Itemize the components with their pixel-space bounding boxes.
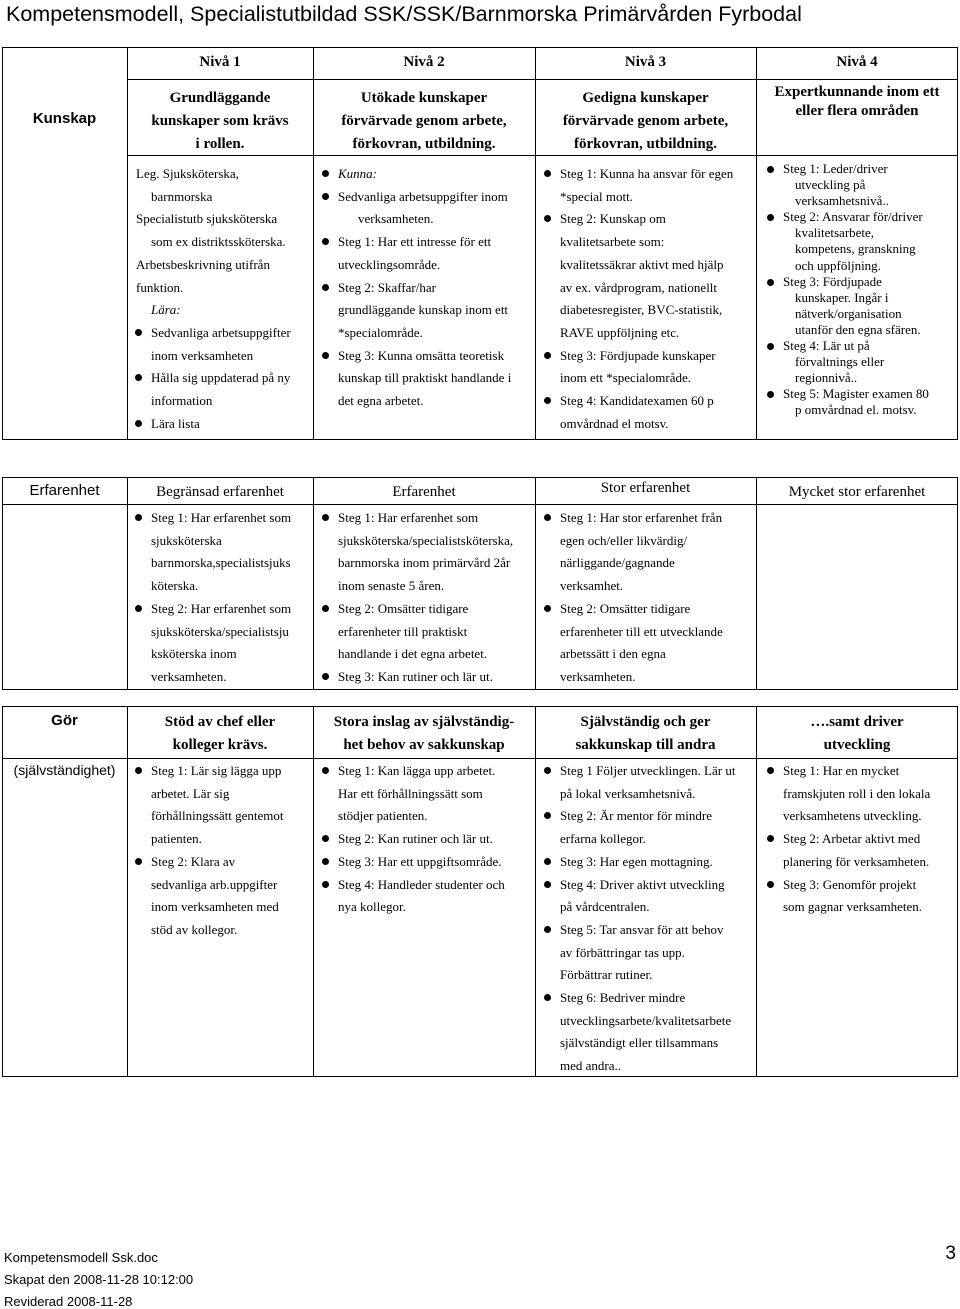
gor-header-1: Stöd av chef eller kolleger krävs.	[164, 714, 276, 753]
document-title: Kompetensmodell, Specialistutbildad SSK/SSK/Barnmorska Primärvården Fyrbodal	[6, 2, 802, 26]
erfarenhet-header-2: Erfarenhet	[392, 484, 456, 500]
erfarenhet-col-2	[338, 507, 533, 689]
list-item: Steg 2: Ansvarar för/driver kvalitetsarbete, kompetens, granskning och uppföljning.	[783, 209, 957, 273]
list-item: Steg 2: Skaffar/har grundläggande kunskap inom ett *specialområde.	[338, 277, 533, 345]
gor-header-3: Självständig och ger sakkunskap till andra	[575, 714, 716, 753]
list-item: Steg 3: Fördjupade kunskaper inom ett *specialområde.	[560, 345, 755, 390]
list-item: Steg 3: Har ett uppgiftsområde.	[338, 851, 533, 874]
list-item: Steg 2: Omsätter tidigare erfarenheter till praktiskt handlande i det egna arbetet.	[338, 598, 533, 666]
list-item: Sedvanliga arbetsuppgifter inom verksamheten	[151, 322, 311, 367]
list-item: Steg 3: Har egen mottagning.	[560, 851, 755, 874]
gor-col-2	[338, 760, 533, 919]
kunskap-header-3: Gedigna kunskaper förvärvade genom arbete, förkovran, utbildning.	[562, 90, 729, 152]
list-item: Kunna:	[338, 163, 533, 186]
kunskap-row-label: Kunskap	[32, 110, 97, 127]
gor-row-label: Gör	[51, 712, 78, 729]
erfarenhet-col-1	[151, 507, 311, 689]
list-item: Steg 2: Har erfarenhet som sjuksköterska/specialistsju ksköterska inom verksamheten.	[151, 598, 311, 689]
gor-col-4	[783, 760, 957, 919]
level-3-header: Nivå 3	[624, 54, 667, 70]
kunskap-col-2	[338, 163, 533, 413]
erfarenhet-col-3	[560, 507, 755, 689]
level-2-header: Nivå 2	[403, 54, 445, 70]
list-item: Sedvanliga arbetsuppgifter inom verksamheten.	[338, 186, 533, 231]
list-item: Steg 3: Fördjupade kunskaper. Ingår i nätverk/organisation utanför den egna sfären.	[783, 274, 957, 338]
list-item: Steg 4: Lär ut på förvaltnings eller regionnivå..	[783, 338, 957, 386]
list-item: Steg 2: Arbetar aktivt med planering för verksamheten.	[783, 828, 957, 873]
list-item: Steg 2: Kunskap om kvalitetsarbete som: kvalitetssäkrar aktivt med hjälp av ex. vårdprogram, nationellt diabetesregister, BVC-statistik, RAVE uppföljning etc.	[560, 208, 755, 344]
list-item: Steg 1: Kan lägga upp arbetet. Har ett förhållningssätt som stödjer patienten.	[338, 760, 533, 828]
erfarenhet-header-4: Mycket stor erfarenhet	[788, 484, 926, 500]
list-item: Steg 3: Genomför projekt som gagnar verksamheten.	[783, 874, 957, 919]
kunskap-header-2: Utökade kunskaper förvärvade genom arbete, förkovran, utbildning.	[341, 90, 507, 152]
list-item: Steg 4: Kandidatexamen 60 p omvårdnad el motsv.	[560, 390, 755, 435]
level-1-header: Nivå 1	[199, 54, 241, 70]
list-item: Steg 1: Har erfarenhet som sjuksköterska/specialistsköterska, barnmorska inom primärvård 2år inom senaste 5 åren.	[338, 507, 533, 598]
list-item: Steg 1: Kunna ha ansvar för egen *special mott.	[560, 163, 755, 208]
list-item: Steg 3: Kan rutiner och lär ut.	[338, 666, 533, 689]
erfarenhet-header-1: Begränsad erfarenhet	[156, 484, 284, 500]
kunskap-header-4: Expertkunnande inom ett eller flera områden	[774, 84, 940, 119]
list-item: Steg 1: Har erfarenhet som sjuksköterska barnmorska,specialistsjuks köterska.	[151, 507, 311, 598]
list-item: Steg 2: Kan rutiner och lär ut.	[338, 828, 533, 851]
gor-col-1	[151, 760, 311, 942]
list-item: Steg 2: Klara av sedvanliga arb.uppgifter inom verksamheten med stöd av kollegor.	[151, 851, 311, 942]
footer-doc-name: Kompetensmodell Ssk.doc	[4, 1250, 158, 1265]
list-item: Steg 1: Har stor erfarenhet från egen och/eller likvärdig/ närliggande/gagnande verksamhet.	[560, 507, 755, 598]
level-4-header: Nivå 4	[836, 54, 878, 70]
list-item: Steg 1 Följer utvecklingen. Lär ut på lokal verksamhetsnivå.	[560, 760, 755, 805]
list-item: Steg 1: Har en mycket framskjuten roll i den lokala verksamhetens utveckling.	[783, 760, 957, 828]
footer-created: Skapat den 2008-11-28 10:12:00	[4, 1272, 194, 1287]
kunskap-header-1: Grundläggande kunskaper som krävs i rollen.	[151, 90, 289, 152]
gor-header-4: ….samt driver utveckling	[810, 714, 904, 753]
list-item: Steg 4: Driver aktivt utveckling på vårdcentralen.	[560, 874, 755, 919]
kunskap-col-4	[783, 161, 957, 419]
gor-row-sublabel: (självständighet)	[13, 762, 116, 778]
list-item: Steg 1: Lär sig lägga upp arbetet. Lär sig förhållningssätt gentemot patienten.	[151, 760, 311, 851]
list-item: Hålla sig uppdaterad på ny information	[151, 367, 311, 412]
footer-revised: Reviderad 2008-11-28	[4, 1294, 133, 1309]
kunskap-col-1: Leg. Sjuksköterska, barnmorska Specialistutb sjuksköterska som ex distriktssköterska. Arbetsbeskrivning utifrån funktion. Lära: Sedvanliga arbetsuppgifter inom verksamheten Hålla sig uppdaterad på ny information Lära lista	[136, 163, 311, 435]
erfarenhet-row-label: Erfarenhet	[29, 482, 100, 499]
list-item: Steg 3: Kunna omsätta teoretisk kunskap till praktiskt handlande i det egna arbetet.	[338, 345, 533, 413]
list-item: Steg 6: Bedriver mindre utvecklingsarbete/kvalitetsarbete självständigt eller tillsammans med andra..	[560, 987, 755, 1078]
list-item: Lära lista	[151, 413, 311, 436]
list-item: Steg 5: Tar ansvar för att behov av förbättringar tas upp. Förbättrar rutiner.	[560, 919, 755, 987]
gor-col-3	[560, 760, 755, 1078]
page-number: 3	[945, 1243, 956, 1264]
list-item: Steg 2: Är mentor för mindre erfarna kollegor.	[560, 805, 755, 850]
list-item: Steg 1: Har ett intresse för ett utvecklingsområde.	[338, 231, 533, 276]
gor-header-2: Stora inslag av självständig- het behov av sakkunskap	[333, 714, 515, 753]
list-item: Steg 1: Leder/driver utveckling på verksamhetsnivå..	[783, 161, 957, 209]
kunskap-col-3	[560, 163, 755, 435]
erfarenhet-header-3: Stor erfarenhet	[600, 480, 691, 496]
list-item: Steg 2: Omsätter tidigare erfarenheter till ett utvecklande arbetssätt i den egna verksamheten.	[560, 598, 755, 689]
list-item: Steg 4: Handleder studenter och nya kollegor.	[338, 874, 533, 919]
list-item: Steg 5: Magister examen 80 p omvårdnad el. motsv.	[783, 386, 957, 418]
